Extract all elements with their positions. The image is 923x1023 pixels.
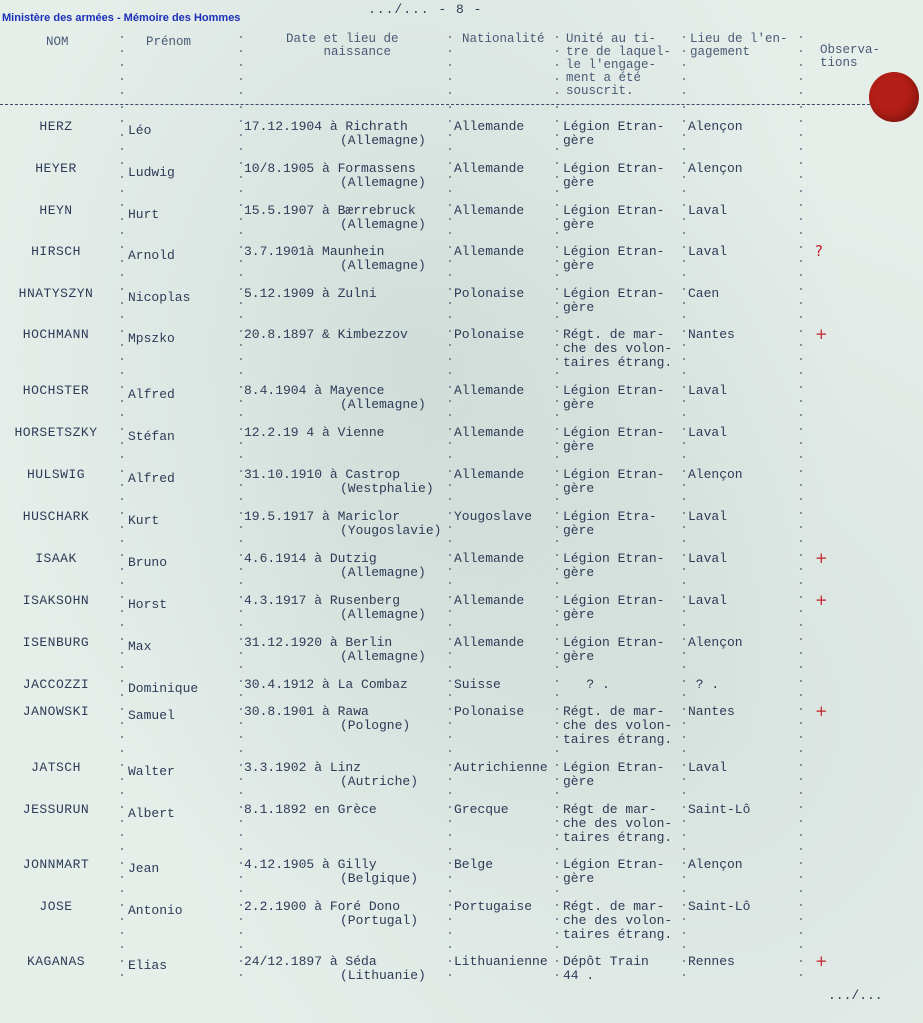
row-naissance-country: (Allemagne) [340, 133, 426, 148]
row-prenom: Mpszko [128, 331, 175, 346]
row-unite-line2: 44 . [563, 968, 595, 983]
row-nom: HIRSCH [31, 244, 81, 259]
header-prenom: Prénom [146, 35, 192, 49]
row-nom: HUSCHARK [22, 509, 90, 524]
row-prenom: Léo [128, 123, 152, 138]
column-separator [121, 36, 123, 986]
row-lieu: Saint-Lô [688, 802, 751, 817]
row-lieu: Alençon [688, 119, 743, 134]
row-unite: Régt. de mar- [563, 327, 665, 342]
row-naissance-country: (Pologne) [340, 718, 411, 733]
row-prenom: Elias [128, 958, 168, 973]
column-separator [556, 36, 558, 986]
row-naissance: 30.4.1912 à La Combaz [244, 677, 408, 692]
row-unite: Dépôt Train [563, 954, 649, 969]
row-unite-line2: gère [563, 397, 595, 412]
row-lieu: Laval [688, 244, 728, 259]
row-unite-line2: gère [563, 258, 595, 273]
archive-watermark: Ministère des armées - Mémoire des Hommes [2, 12, 241, 24]
row-nationalite: Allemande [454, 551, 525, 566]
row-unite-line2: gère [563, 871, 595, 886]
row-naissance-country: (Allemagne) [340, 175, 426, 190]
row-unite: Régt de mar- [563, 802, 657, 817]
row-unite-line3: taires étrang. [563, 355, 673, 370]
row-naissance-country: (Westphalie) [340, 481, 434, 496]
row-unite: Légion Etran- [563, 119, 665, 134]
row-unite: Légion Etran- [563, 760, 665, 775]
row-unite-line2: gère [563, 523, 595, 538]
row-naissance-country: (Allemagne) [340, 565, 426, 580]
row-lieu: Laval [688, 509, 728, 524]
row-unite-line2: gère [563, 481, 595, 496]
row-unite-line2: gère [563, 175, 595, 190]
row-naissance-country: (Portugal) [340, 913, 419, 928]
row-prenom: Albert [128, 806, 175, 821]
row-unite-line2: che des volon- [563, 816, 673, 831]
row-prenom: Jean [128, 861, 160, 876]
header-unite: Unité au ti- tre de laquel- le l'engage- ment a été souscrit. [566, 32, 672, 98]
row-observation: ? [815, 242, 823, 260]
row-naissance: 31.12.1920 à Berlin [244, 635, 393, 650]
row-nom: HOCHMANN [22, 327, 90, 342]
row-nom: ISAAK [35, 551, 77, 566]
row-nationalite: Yougoslave [454, 509, 533, 524]
page-marker: .../... [368, 2, 430, 17]
row-naissance: 10/8.1905 à Formassens [244, 161, 416, 176]
row-prenom: Samuel [128, 708, 175, 723]
row-unite: Légion Etran- [563, 593, 665, 608]
row-nom: HOCHSTER [22, 383, 90, 398]
column-separator [800, 36, 802, 986]
row-nom: JONNMART [22, 857, 90, 872]
row-prenom: Hurt [128, 207, 160, 222]
row-lieu: Rennes [688, 954, 735, 969]
row-nom: KAGANAS [26, 954, 86, 969]
row-nom: HEYN [39, 203, 73, 218]
page-number-value: - 8 - [438, 2, 483, 17]
row-prenom: Alfred [128, 387, 175, 402]
row-naissance: 15.5.1907 à Bærrebruck [244, 203, 416, 218]
row-unite: Régt. de mar- [563, 704, 665, 719]
row-unite: Légion Etran- [563, 383, 665, 398]
row-naissance: 4.6.1914 à Dutzig [244, 551, 377, 566]
row-nom: HORSETSZKY [14, 425, 98, 440]
row-naissance: 12.2.19 4 à Vienne [244, 425, 385, 440]
column-separator [240, 36, 242, 986]
row-unite: Régt. de mar- [563, 899, 665, 914]
row-unite-line2: gère [563, 607, 595, 622]
row-unite-line2: gère [563, 649, 595, 664]
row-naissance: 4.3.1917 à Rusenberg [244, 593, 401, 608]
row-naissance: 19.5.1917 à Mariclor [244, 509, 401, 524]
red-seal-stamp [869, 72, 919, 122]
row-nationalite: Allemande [454, 244, 525, 259]
row-prenom: Arnold [128, 248, 175, 263]
row-unite-line3: taires étrang. [563, 732, 673, 747]
row-unite: Légion Etran- [563, 857, 665, 872]
row-lieu: Alençon [688, 857, 743, 872]
row-nationalite: Suisse [454, 677, 501, 692]
row-nom: HULSWIG [26, 467, 86, 482]
row-naissance-country: (Belgique) [340, 871, 419, 886]
row-naissance-country: (Allemagne) [340, 649, 426, 664]
row-nationalite: Allemande [454, 635, 525, 650]
row-observation: + [815, 702, 828, 720]
row-prenom: Kurt [128, 513, 160, 528]
row-nationalite: Allemande [454, 593, 525, 608]
row-lieu: Caen [688, 286, 720, 301]
row-nom: JESSURUN [22, 802, 90, 817]
row-unite-line2: che des volon- [563, 341, 673, 356]
row-naissance-country: (Allemagne) [340, 397, 426, 412]
row-prenom: Walter [128, 764, 175, 779]
row-unite-line2: gère [563, 133, 595, 148]
row-lieu: Laval [688, 383, 728, 398]
row-lieu: Laval [688, 593, 728, 608]
row-naissance: 3.3.1902 à Linz [244, 760, 362, 775]
row-naissance: 24/12.1897 à Séda [244, 954, 377, 969]
row-nationalite: Allemande [454, 119, 525, 134]
row-unite: Légion Etran- [563, 244, 665, 259]
row-unite-line2: gère [563, 774, 595, 789]
row-observation: + [815, 952, 828, 970]
row-lieu: Alençon [688, 635, 743, 650]
header-nom: NOM [46, 35, 69, 49]
row-nationalite: Polonaise [454, 704, 525, 719]
row-observation: + [815, 591, 828, 609]
row-naissance-country: (Allemagne) [340, 258, 426, 273]
row-nationalite: Allemande [454, 203, 525, 218]
row-unite: Légion Etran- [563, 203, 665, 218]
row-nom: ISAKSOHN [22, 593, 90, 608]
row-nom: HNATYSZYN [18, 286, 94, 301]
header-naissance: Date et lieu de naissance [286, 32, 399, 59]
row-nationalite: Allemande [454, 383, 525, 398]
row-nationalite: Polonaise [454, 327, 525, 342]
row-naissance: 30.8.1901 à Rawa [244, 704, 369, 719]
continuation-marker: .../... [828, 988, 883, 1003]
row-lieu: ? . [688, 677, 720, 692]
row-lieu: Saint-Lô [688, 899, 751, 914]
row-unite-line2: gère [563, 217, 595, 232]
row-lieu: Alençon [688, 161, 743, 176]
row-nom: JOSE [39, 899, 73, 914]
row-unite: Légion Etran- [563, 551, 665, 566]
row-nationalite: Belge [454, 857, 494, 872]
header-observations: Observa- tions [820, 43, 881, 70]
row-naissance-country: (Lithuanie) [340, 968, 426, 983]
row-nom: JATSCH [31, 760, 81, 775]
row-unite: ? . [563, 677, 610, 692]
header-nationalite: Nationalité [462, 32, 545, 46]
row-nationalite: Polonaise [454, 286, 525, 301]
row-unite-line2: gère [563, 439, 595, 454]
row-unite: Légion Etran- [563, 635, 665, 650]
row-nationalite: Allemande [454, 425, 525, 440]
row-prenom: Ludwig [128, 165, 175, 180]
row-naissance: 20.8.1897 & Kimbezzov [244, 327, 408, 342]
row-naissance: 4.12.1905 à Gilly [244, 857, 377, 872]
row-observation: + [815, 325, 828, 343]
page-number [368, 2, 482, 17]
row-naissance-country: (Allemagne) [340, 607, 426, 622]
row-nom: JANOWSKI [22, 704, 90, 719]
row-unite-line2: che des volon- [563, 718, 673, 733]
row-nom: HEYER [35, 161, 77, 176]
row-lieu: Laval [688, 760, 728, 775]
row-naissance: 31.10.1910 à Castrop [244, 467, 401, 482]
row-observation: + [815, 549, 828, 567]
header-rule [0, 104, 880, 105]
row-prenom: Nicoplas [128, 290, 191, 305]
row-lieu: Laval [688, 551, 728, 566]
row-naissance: 2.2.1900 à Foré Dono [244, 899, 401, 914]
row-unite-line2: gère [563, 565, 595, 580]
row-unite-line2: che des volon- [563, 913, 673, 928]
row-nom: JACCOZZI [22, 677, 90, 692]
row-lieu: Laval [688, 203, 728, 218]
row-nationalite: Allemande [454, 161, 525, 176]
row-prenom: Dominique [128, 681, 199, 696]
row-naissance-country: (Allemagne) [340, 217, 426, 232]
row-naissance: 8.4.1904 à Mayence [244, 383, 385, 398]
row-unite-line3: taires étrang. [563, 830, 673, 845]
row-nationalite: Allemande [454, 467, 525, 482]
header-lieu: Lieu de l'en- gagement [690, 32, 788, 59]
row-nationalite: Lithuanienne [454, 954, 548, 969]
row-naissance: 17.12.1904 à Richrath [244, 119, 408, 134]
row-prenom: Antonio [128, 903, 183, 918]
row-unite: Légion Etra- [563, 509, 657, 524]
row-nom: ISENBURG [22, 635, 90, 650]
row-nationalite: Grecque [454, 802, 509, 817]
row-lieu: Nantes [688, 704, 735, 719]
row-lieu: Alençon [688, 467, 743, 482]
row-unite: Légion Etran- [563, 286, 665, 301]
row-prenom: Bruno [128, 555, 168, 570]
row-prenom: Stéfan [128, 429, 175, 444]
row-naissance: 8.1.1892 en Grèce [244, 802, 377, 817]
row-unite-line3: taires étrang. [563, 927, 673, 942]
row-nationalite: Portugaise [454, 899, 533, 914]
row-nom: HERZ [39, 119, 73, 134]
row-naissance-country: (Autriche) [340, 774, 419, 789]
row-unite: Légion Etran- [563, 467, 665, 482]
row-naissance: 5.12.1909 à Zulni [244, 286, 377, 301]
row-naissance-country: (Yougoslavie) [340, 523, 442, 538]
row-unite: Légion Etran- [563, 425, 665, 440]
row-lieu: Laval [688, 425, 728, 440]
row-unite-line2: gère [563, 300, 595, 315]
row-unite: Légion Etran- [563, 161, 665, 176]
row-naissance: 3.7.1901à Maunhein [244, 244, 385, 259]
row-lieu: Nantes [688, 327, 735, 342]
row-prenom: Horst [128, 597, 168, 612]
row-nationalite: Autrichienne [454, 760, 548, 775]
row-prenom: Max [128, 639, 152, 654]
row-prenom: Alfred [128, 471, 175, 486]
